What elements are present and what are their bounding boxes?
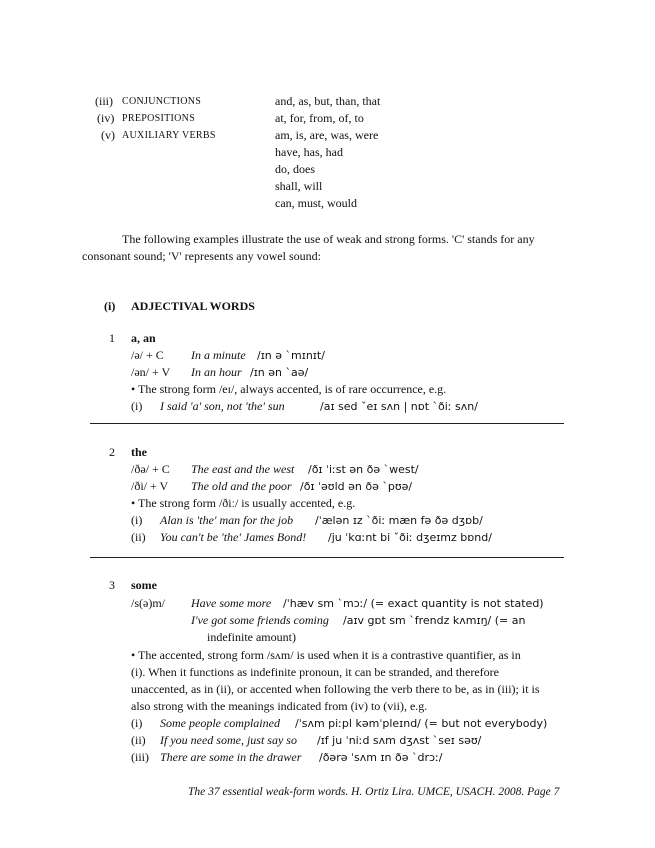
class-words: have, has, had [275, 145, 343, 159]
example-num: (iii) [131, 750, 149, 764]
form: /ən/ + V [131, 365, 171, 379]
class-words: am, is, are, was, were [275, 128, 379, 142]
example: I said 'a' son, not 'the' sun [160, 399, 285, 413]
entry-head: a, an [131, 331, 156, 345]
example: You can't be 'the' James Bond! [160, 530, 307, 544]
note: • The strong form /eɪ/, always accented, is of rare occurrence, e.g. [131, 382, 447, 396]
form: /ðə/ + C [131, 462, 170, 476]
entry-number: 2 [109, 445, 115, 459]
example: In a minute [191, 348, 246, 362]
transcription: /ˈælən ɪz `ðiː mæn fə ðə dʒɒb/ [315, 514, 483, 527]
example: I've got some friends coming [191, 613, 329, 627]
example-num: (i) [131, 399, 143, 413]
class-name: AUXILIARY VERBS [122, 130, 216, 141]
section-number: (i) [104, 299, 116, 313]
note: • The strong form /ðiː/ is usually accented, e.g. [131, 496, 356, 510]
class-name: CONJUNCTIONS [122, 96, 202, 107]
divider [90, 557, 564, 558]
transcription: /ðɪ ˈiːst ən ðə `west/ [308, 463, 419, 476]
paragraph-line: • The accented, strong form /sʌm/ is used when it is a contrastive quantifier, as in [131, 648, 521, 662]
transcription: /aɪ sed ˇeɪ sʌn | nɒt `ðiː sʌn/ [320, 400, 478, 413]
page-footer: The 37 essential weak-form words. H. Ortiz Lira. UMCE, USACH. 2008. Page 7 [188, 786, 560, 798]
example-num: (i) [131, 716, 143, 730]
paragraph-line: unaccented, as in (ii), or accented when following the verb there to be, as in (iii); it is [131, 682, 540, 696]
class-num: (v) [101, 128, 115, 142]
example: The old and the poor [191, 479, 292, 493]
transcription: /ðərə ˈsʌm ɪn ðə `drɔː/ [319, 751, 443, 764]
transcription: /ɪn ə `mɪnɪt/ [257, 349, 325, 362]
form: /ə/ + C [131, 348, 164, 362]
entry-number: 3 [109, 578, 115, 592]
transcription: /aɪv gɒt sm `frendz kʌmɪŋ/ (= an [343, 614, 526, 627]
example: The east and the west [191, 462, 295, 476]
example-num: (ii) [131, 530, 146, 544]
class-words: do, does [275, 162, 315, 176]
form: /s(ə)m/ [131, 596, 165, 610]
transcription: /ɪn ən `aə/ [250, 366, 309, 379]
class-words: at, for, from, of, to [275, 111, 364, 125]
intro-line: The following examples illustrate the use of weak and strong forms. 'C' stands for any [122, 232, 535, 246]
section-title: ADJECTIVAL WORDS [131, 299, 255, 313]
example-num: (ii) [131, 733, 146, 747]
example: Alan is 'the' man for the job [160, 513, 294, 527]
entry-head: the [131, 445, 147, 459]
example: There are some in the drawer [160, 750, 302, 764]
example: Some people complained [160, 716, 280, 730]
intro-line: consonant sound; 'V' represents any vowel sound: [82, 249, 321, 263]
class-words: and, as, but, than, that [275, 94, 381, 108]
class-num: (iii) [95, 94, 113, 108]
transcription: /ˈsʌm piːpl kəmˈpleɪnd/ (= but not everybody) [295, 717, 548, 730]
example: In an hour [191, 365, 242, 379]
form: /ði/ + V [131, 479, 169, 493]
example: Have some more [191, 596, 272, 610]
paragraph-line: also strong with the meanings indicated from (iv) to (vii), e.g. [131, 699, 428, 713]
class-words: can, must, would [275, 196, 357, 210]
transcription: /ˈhæv sm `mɔː/ (= exact quantity is not stated) [283, 597, 544, 610]
transcription: /ju ˈkɑːnt bi ˇðiː dʒeɪmz bɒnd/ [328, 531, 492, 544]
divider [90, 423, 564, 424]
transcription: /ɪf ju ˈniːd sʌm dʒʌst `seɪ səʊ/ [317, 734, 482, 747]
paragraph-line: (i). When it functions as indefinite pronoun, it can be stranded, and therefore [131, 665, 499, 679]
class-words: shall, will [275, 179, 323, 193]
class-num: (iv) [97, 111, 115, 125]
entry-head: some [131, 578, 157, 592]
example-num: (i) [131, 513, 143, 527]
example: If you need some, just say so [160, 733, 297, 747]
transcription: /ðɪ ˈəʊld ən ðə `pʊə/ [300, 480, 413, 493]
entry-number: 1 [109, 331, 115, 345]
transcription-cont: indefinite amount) [207, 630, 296, 644]
class-name: PREPOSITIONS [122, 113, 196, 124]
